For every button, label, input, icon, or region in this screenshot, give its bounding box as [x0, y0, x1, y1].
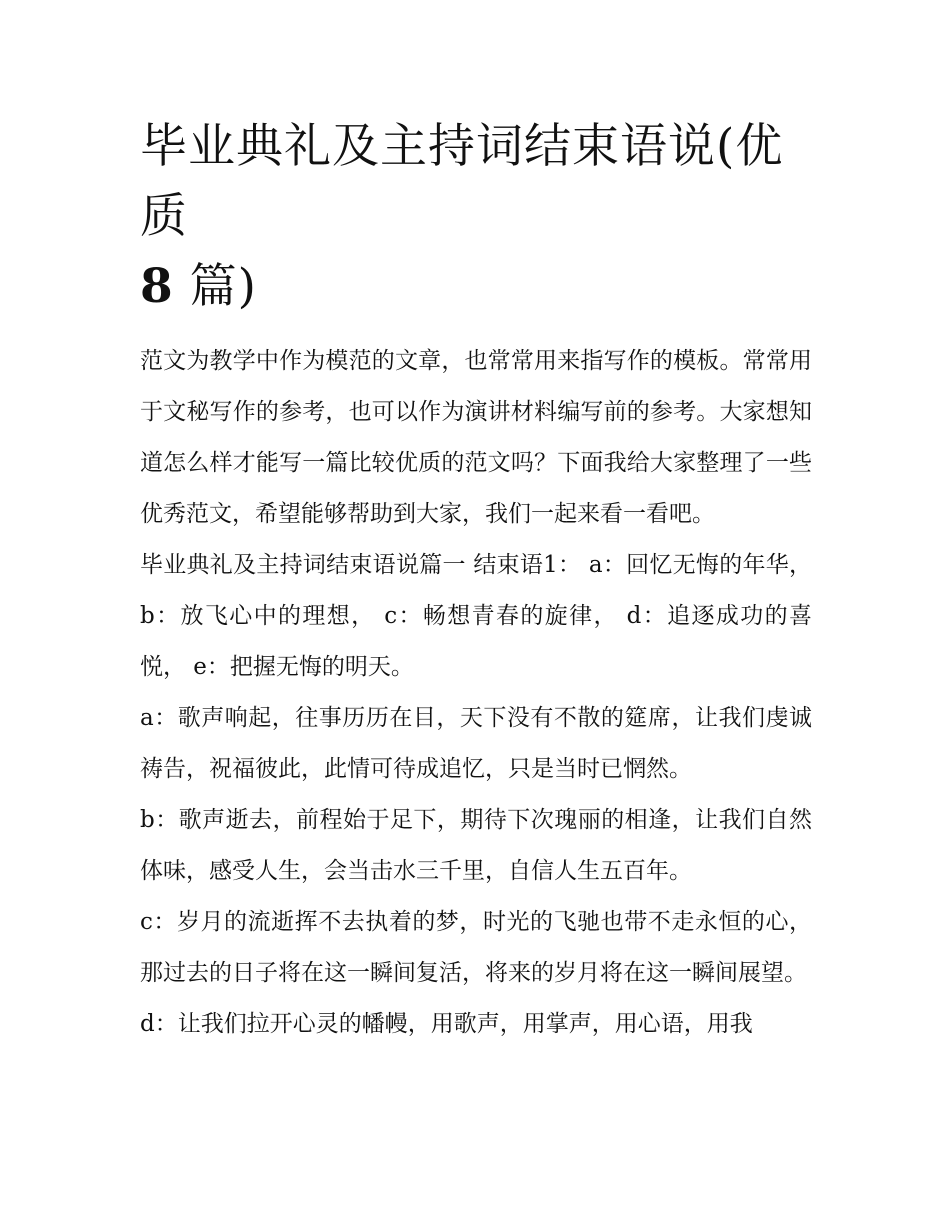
paragraph-intro: 范文为教学中作为模范的文章，也常常用来指写作的模板。常常用于文秘写作的参考，也可以作为演讲材料编写前的参考。大家想知道怎么样才能写一篇比较优质的范文吗？下面我给大家整理了一些优秀范文，希望能够帮助到大家，我们一起来看一看吧。 [140, 348, 812, 527]
paragraph-b: b：歌声逝去，前程始于足下，期待下次瑰丽的相逢，让我们自然体味，感受人生，会当击水三千里，自信人生五百年。 [140, 807, 812, 884]
paragraph-section-one: 毕业典礼及主持词结束语说篇一 结束语1： a：回忆无悔的年华， b：放飞心中的理想， c：畅想青春的旋律， d：追逐成功的喜悦， e：把握无悔的明天。 [140, 552, 812, 680]
title-text-part2: 篇) [189, 259, 257, 314]
paragraph-c: c：岁月的流逝挥不去执着的梦，时光的飞驰也带不走永恒的心，那过去的日子将在这一瞬间复活，将来的岁月将在这一瞬间展望。 [140, 909, 812, 986]
paragraph-a: a：歌声响起，往事历历在目，天下没有不散的筵席，让我们虔诚祷告，祝福彼此，此情可待成追忆，只是当时已惘然。 [140, 705, 812, 782]
paragraph-d: d：让我们拉开心灵的幡幔，用歌声，用掌声，用心语，用我 [140, 1011, 753, 1037]
title-text-part1: 毕业典礼及主持词结束语说(优质 [140, 119, 784, 244]
document-title [140, 112, 812, 322]
document-page [140, 112, 812, 1050]
title-number: 8 [140, 259, 174, 314]
